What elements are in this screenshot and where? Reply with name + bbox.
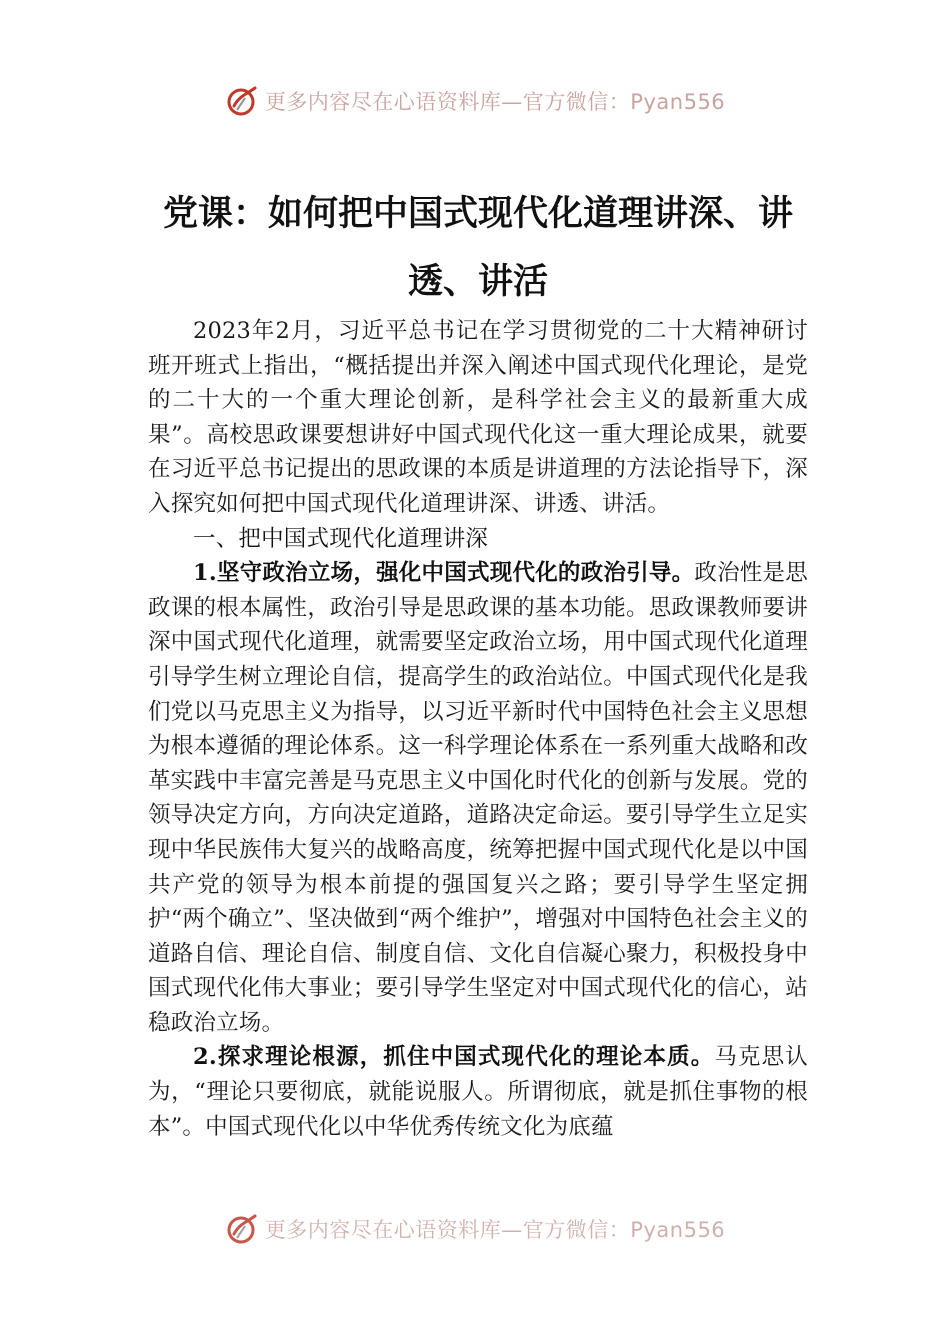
paragraph-2-body: 马克思认为，“理论只要彻底，就能说服人。所谓彻底，就是抓住事物的根本”。中国式现代化以中华优秀传统文化为底蕴 bbox=[148, 1044, 808, 1140]
paragraph-1 bbox=[148, 556, 808, 1040]
document-body bbox=[148, 314, 808, 1144]
watermark-footer bbox=[0, 1212, 950, 1246]
watermark-text: 更多内容尽在心语资料库—官方微信：Pyan556 bbox=[264, 1218, 726, 1242]
logo-icon bbox=[225, 1212, 259, 1246]
paragraph-2-lead: 2.探求理论根源，抓住中国式现代化的理论本质。 bbox=[193, 1044, 715, 1071]
logo-icon bbox=[225, 84, 259, 118]
watermark-text: 更多内容尽在心语资料库—官方微信：Pyan556 bbox=[264, 90, 726, 114]
section-heading: 一、把中国式现代化道理讲深 bbox=[193, 525, 489, 552]
paragraph-1-body: 政治性是思政课的根本属性，政治引导是思政课的基本功能。思政课教师要讲深中国式现代化道理，就需要坚定政治立场，用中国式现代化道理引导学生树立理论自信，提高学生的政治站位。中国式现代化是我们党以马克思主义为指导，以习近平新时代中国特色社会主义思想为根本遵循的理论体系。这一科学理论体系在一系列重大战略和改革实践中丰富完善是马克思主义中国化时代化的创新与发展。党的领导决定方向，方向决定道路，道路决定命运。要引导学生立足实现中华民族伟大复兴的战略高度，统筹把握中国式现代化是以中国共产党的领导为根本前提的强国复兴之路；要引导学生坚定拥护“两个确立”、坚决做到“两个维护”，增强对中国特色社会主义的道路自信、理论自信、制度自信、文化自信凝心聚力，积极投身中国式现代化伟大事业；要引导学生坚定对中国式现代化的信心，站稳政治立场。 bbox=[148, 560, 808, 1036]
paragraph-2 bbox=[148, 1040, 808, 1144]
intro-paragraph: 2023年2月，习近平总书记在学习贯彻党的二十大精神研讨班开班式上指出，“概括提出并深入阐述中国式现代化理论，是党的二十大的一个重大理论创新，是科学社会主义的最新重大成果”。高校思政课要想讲好中国式现代化这一重大理论成果，就要在习近平总书记提出的思政课的本质是讲道理的方法论指导下，深入探究如何把中国式现代化道理讲深、讲透、讲活。 bbox=[148, 318, 808, 517]
page-title: 党课：如何把中国式现代化道理讲深、讲透、讲活 bbox=[162, 193, 793, 302]
paragraph-1-lead: 1.坚守政治立场，强化中国式现代化的政治引导。 bbox=[193, 560, 695, 587]
watermark-header bbox=[0, 84, 950, 118]
